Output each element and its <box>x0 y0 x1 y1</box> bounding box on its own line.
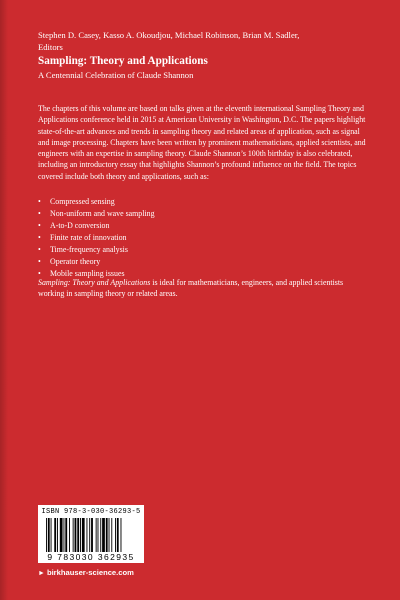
list-item <box>38 208 155 220</box>
barcode-bar <box>96 518 97 552</box>
editors-names: Stephen D. Casey, Kasso A. Okoudjou, Michael Robinson, Brian M. Sadler, <box>38 30 300 40</box>
barcode-box <box>38 505 144 563</box>
barcode-bar <box>82 518 85 552</box>
bullet-icon: • <box>38 269 41 278</box>
list-item <box>38 244 155 256</box>
barcode-bar <box>54 518 56 552</box>
barcode-image <box>46 518 140 552</box>
bullet-icon: • <box>38 209 41 218</box>
spine-shadow <box>0 0 8 600</box>
barcode-bar <box>48 518 50 552</box>
bullet-icon: • <box>38 245 41 254</box>
topic-text: Time-frequency analysis <box>50 245 128 254</box>
barcode-bar <box>60 518 63 552</box>
closing-title-emphasis: Sampling: Theory and Applications <box>38 278 151 287</box>
book-subtitle: A Centennial Celebration of Claude Shannon <box>38 70 194 80</box>
book-title: Sampling: Theory and Applications <box>38 55 208 67</box>
barcode-bar <box>69 518 70 552</box>
topic-text: Mobile sampling issues <box>50 269 125 278</box>
barcode-bar <box>57 518 58 552</box>
topic-text: Non-uniform and wave sampling <box>50 209 155 218</box>
bullet-icon: • <box>38 197 41 206</box>
barcode-bar <box>106 518 108 552</box>
editors-role: Editors <box>38 41 63 52</box>
topic-text: Compressed sensing <box>50 197 115 206</box>
list-item <box>38 196 155 208</box>
list-item <box>38 256 155 268</box>
barcode-bar <box>80 518 81 552</box>
barcode-bar <box>51 518 52 552</box>
barcode-bar <box>115 518 116 552</box>
barcode-number: 9 783030 362935 <box>47 552 135 562</box>
barcode-bar <box>98 518 99 552</box>
barcode-bar <box>91 518 93 552</box>
bullet-icon: • <box>38 233 41 242</box>
topics-list <box>38 196 155 280</box>
barcode-bar <box>89 518 90 552</box>
barcode-bar <box>100 518 101 552</box>
arrow-right-icon: ► <box>38 570 45 577</box>
closing-paragraph <box>38 277 368 300</box>
barcode-bar <box>77 518 79 552</box>
barcode-bar <box>109 518 110 552</box>
topic-text: Operator theory <box>50 257 101 266</box>
barcode-bar <box>86 518 87 552</box>
website-text: birkhauser-science.com <box>46 568 134 577</box>
barcode-bar <box>102 518 105 552</box>
list-item <box>38 232 155 244</box>
barcode-bar <box>46 518 47 552</box>
publisher-website[interactable] <box>38 568 134 577</box>
isbn-label: ISBN 978-3-030-36293-5 <box>41 508 141 516</box>
barcode-bar <box>117 518 119 552</box>
barcode-bar <box>65 518 67 552</box>
barcode-bar <box>75 518 77 552</box>
list-item <box>38 220 155 232</box>
barcode-bar <box>111 518 112 552</box>
barcode-bar <box>73 518 74 552</box>
barcode-bar <box>63 518 64 552</box>
barcode-bar <box>121 518 122 552</box>
closing-text: is ideal for mathematicians, engineers, and applied scientists working in sampling theory or related areas. <box>38 278 344 299</box>
topic-text: Finite rate of innovation <box>50 233 127 242</box>
topic-text: A-to-D conversion <box>50 221 110 230</box>
description-paragraph: The chapters of this volume are based on talks given at the eleventh international Sampling Theory and Applications conference held in 2015 at American University in Washington, D.C. The papers highlight state-of-the-art advances and trends in sampling theory and related areas of application, such as signal and image processing. Chapters have been written by prominent mathematicians, applied scientists, and engineers with an expertise in sampling theory. Claude Shannon’s 100th birthday is also celebrated, including an introductory essay that highlights Shannon’s profound influence on the field. The topics covered include both theory and applications, such as: <box>38 104 366 181</box>
bullet-icon: • <box>38 257 41 266</box>
editors-block <box>38 30 368 53</box>
bullet-icon: • <box>38 221 41 230</box>
